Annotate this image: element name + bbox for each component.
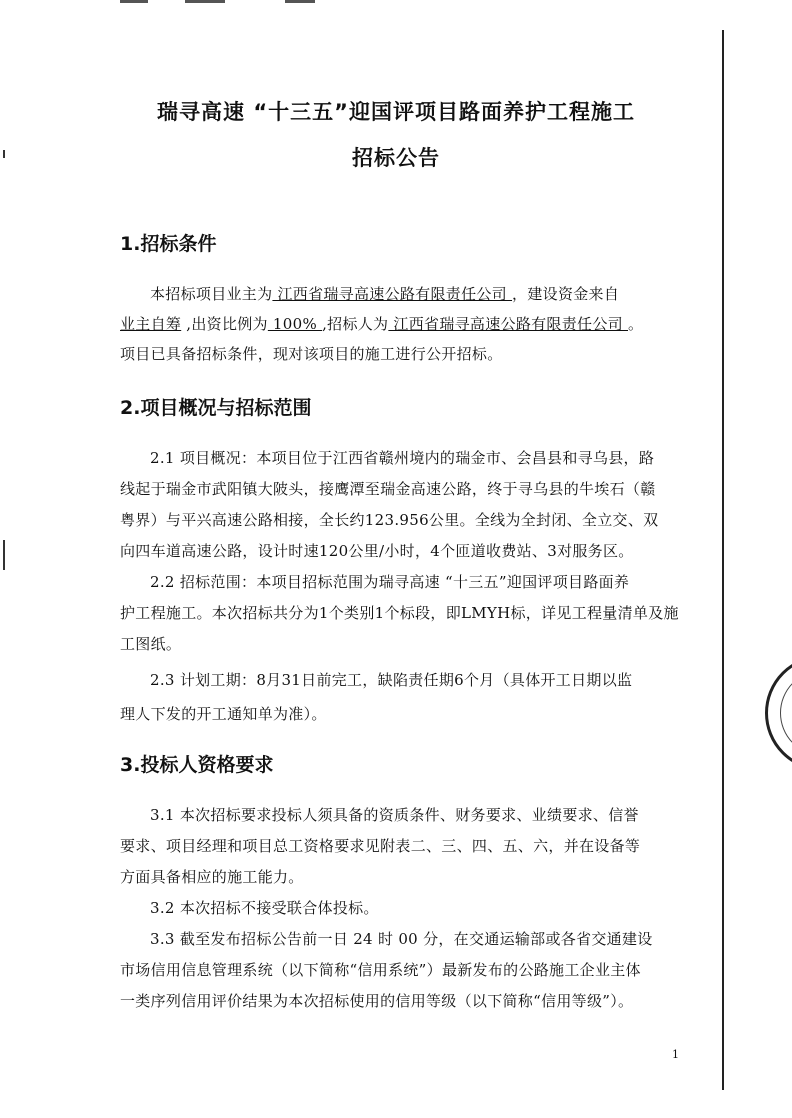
tenderer-name: 江西省瑞寻高速公路有限责任公司 bbox=[388, 315, 628, 333]
text-line: 本招标项目业主为 江西省瑞寻高速公路有限责任公司 ，建设资金来自 bbox=[150, 285, 620, 303]
section-heading: 2.项目概况与招标范围 bbox=[120, 397, 312, 419]
scan-mark bbox=[285, 0, 315, 3]
text-line: 工图纸。 bbox=[120, 635, 182, 653]
scan-mark bbox=[185, 0, 225, 3]
text-line: 线起于瑞金市武阳镇大陂头，接鹰潭至瑞金高速公路，终于寻乌县的牛埃石（赣 bbox=[120, 480, 656, 498]
funding-ratio: 100% bbox=[267, 315, 323, 333]
page-number: 1 bbox=[672, 1048, 679, 1061]
text-line: 向四车道高速公路，设计时速120公里/小时，4个匝道收费站、3对服务区。 bbox=[120, 542, 634, 560]
text-line: 2.3 计划工期：8月31日前完工，缺陷责任期6个月（具体开工日期以监 bbox=[150, 671, 633, 689]
text-line: 要求、项目经理和项目总工资格要求见附表二、三、四、五、六，并在设备等 bbox=[120, 837, 641, 855]
seal-inner-ring bbox=[780, 670, 792, 756]
text-line: 一类序列信用评价结果为本次招标使用的信用等级（以下简称“信用等级”）。 bbox=[120, 992, 634, 1010]
page-edge-rule bbox=[722, 30, 724, 1090]
section-heading: 1.招标条件 bbox=[120, 233, 217, 255]
text-line: 护工程施工。本次招标共分为1个类别1个标段，即LMYH标，详见工程量清单及施 bbox=[120, 604, 679, 622]
funding-source: 业主自筹 bbox=[120, 315, 182, 333]
text-line: 项目已具备招标条件，现对该项目的施工进行公开招标。 bbox=[120, 345, 503, 363]
page-subtitle: 招标公告 bbox=[352, 146, 440, 170]
scan-mark bbox=[3, 540, 5, 570]
page-title: 瑞寻高速 “十三五”迎国评项目路面养护工程施工 bbox=[157, 100, 635, 124]
text-line: 2.1 项目概况：本项目位于江西省赣州境内的瑞金市、会昌县和寻乌县，路 bbox=[150, 449, 655, 467]
text-line: 粤界）与平兴高速公路相接，全长约123.956公里。全线为全封闭、全立交、双 bbox=[120, 511, 659, 529]
text-line: 业主自筹 ,出资比例为 100% ,招标人为 江西省瑞寻高速公路有限责任公司 。 bbox=[120, 315, 644, 333]
section-heading: 3.投标人资格要求 bbox=[120, 754, 274, 776]
text-line: 3.2 本次招标不接受联合体投标。 bbox=[150, 899, 379, 917]
owner-name: 江西省瑞寻高速公路有限责任公司 bbox=[272, 285, 513, 303]
text-line: 理人下发的开工通知单为准）。 bbox=[120, 705, 327, 723]
text-line: 3.3 截至发布招标公告前一日 24 时 00 分，在交通运输部或各省交通建设 bbox=[150, 930, 653, 948]
text-line: 方面具备相应的施工能力。 bbox=[120, 868, 304, 886]
text-line: 3.1 本次招标要求投标人须具备的资质条件、财务要求、业绩要求、信誉 bbox=[150, 806, 639, 824]
official-seal-stamp bbox=[765, 655, 792, 771]
text-line: 2.2 招标范围：本项目招标范围为瑞寻高速 “十三五”迎国评项目路面养 bbox=[150, 573, 630, 591]
scan-mark bbox=[120, 0, 148, 3]
text-line: 市场信用信息管理系统（以下简称“信用系统”）最新发布的公路施工企业主体 bbox=[120, 961, 641, 979]
